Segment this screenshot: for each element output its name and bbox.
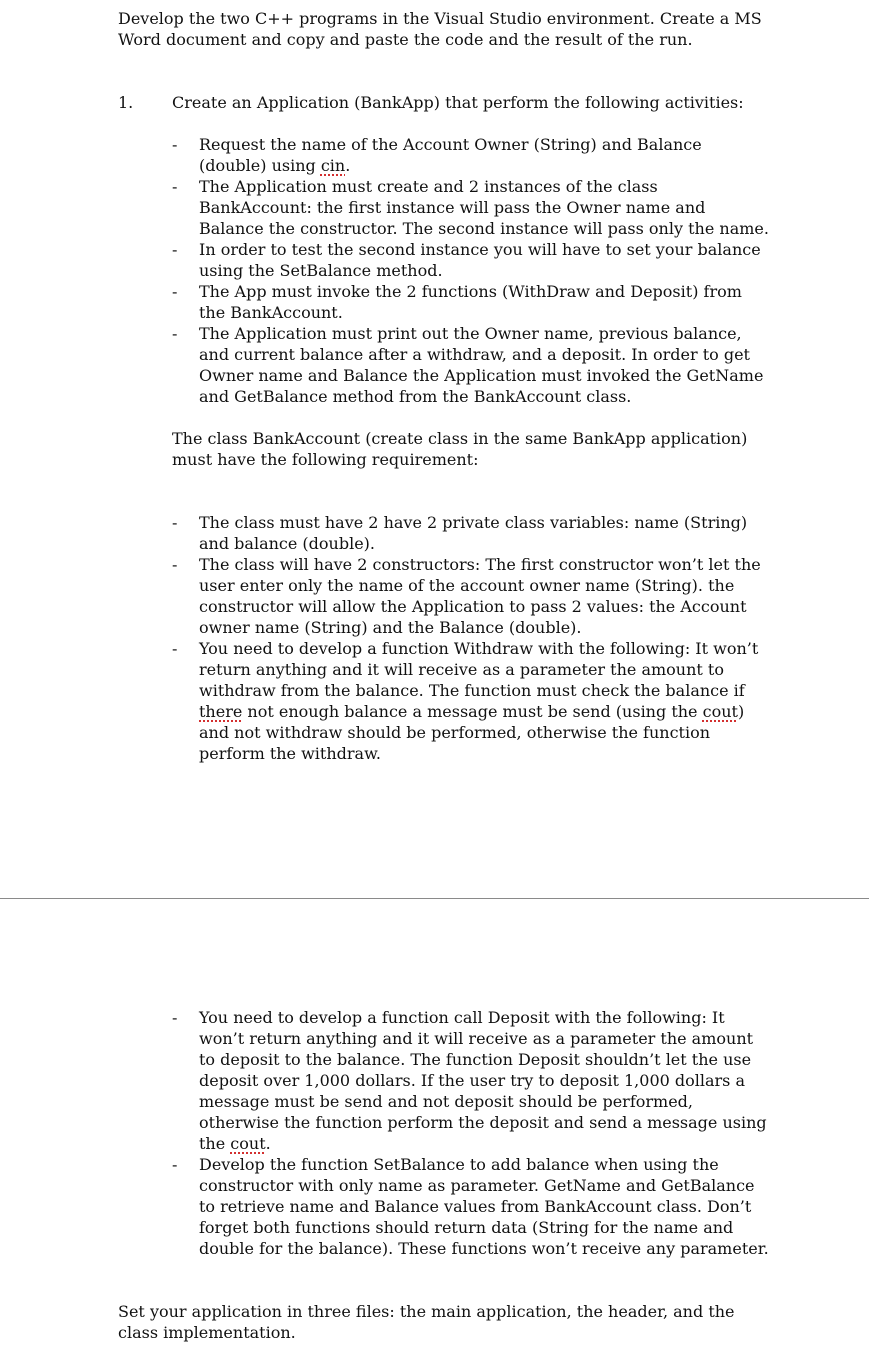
list-item	[172, 176, 772, 239]
bullet-dash: -	[172, 1008, 178, 1027]
class-intro-paragraph: The class BankAccount (create class in the same BankApp application) must have the following requirement:	[172, 429, 748, 469]
bullet-dash: -	[172, 177, 178, 196]
class-requirements-list-continued	[172, 1007, 772, 1259]
spellcheck-flag: there	[199, 702, 243, 721]
list-item	[172, 281, 772, 323]
bullet-text: In order to test the second instance you will have to set your balance using the SetBalance method.	[199, 240, 761, 280]
bullet-text: You need to develop a function Withdraw with the following: It won’t return anything and it will receive as a parameter the amount to withdraw from the balance. The function must check the balance if there not enough balance a message must be send (using the cout) and not withdraw should be performed, otherwise the function perform the withdraw.	[199, 639, 759, 763]
class-requirements-list	[172, 512, 772, 764]
document-page-2	[0, 899, 869, 1354]
intro-paragraph: Develop the two C++ programs in the Visual Studio environment. Create a MS Word document and copy and paste the code and the result of the run.	[118, 9, 762, 49]
bullet-dash: -	[172, 639, 178, 658]
spellcheck-flag: cin	[320, 156, 346, 175]
list-item	[172, 1007, 772, 1154]
closing-paragraph: Set your application in three files: the main application, the header, and the class implementation.	[118, 1302, 735, 1342]
list-item	[172, 134, 772, 176]
item-heading: Create an Application (BankApp) that perform the following activities:	[172, 93, 744, 112]
bullet-text: The class will have 2 constructors: The first constructor won’t let the user enter only the name of the account owner name (String). the constructor will allow the Application to pass 2 values: the Account owner name (String) and the Balance (double).	[199, 555, 761, 637]
spellcheck-flag: cout	[702, 702, 738, 721]
bullet-text: The class must have 2 have 2 private class variables: name (String) and balance (double).	[199, 513, 748, 553]
bullet-dash: -	[172, 555, 178, 574]
list-item	[172, 512, 772, 554]
bullet-dash: -	[172, 513, 178, 532]
bullet-text: Request the name of the Account Owner (String) and Balance (double) using cin.	[199, 135, 702, 175]
bullet-dash: -	[172, 135, 178, 154]
list-item	[172, 554, 772, 638]
bullet-text: You need to develop a function call Deposit with the following: It won’t return anything and it will receive as a parameter the amount to deposit to the balance. The function Deposit shouldn’t let the use deposit over 1,000 dollars. If the user try to deposit 1,000 dollars a message must be send and not deposit should be performed, otherwise the function perform the deposit and send a message using the cout.	[199, 1008, 767, 1153]
list-item	[172, 239, 772, 281]
bullet-text: The Application must create and 2 instances of the class BankAccount: the first instance will pass the Owner name and Balance the constructor. The second instance will pass only the name.	[199, 177, 769, 238]
spellcheck-flag: cout	[230, 1134, 266, 1153]
list-item	[172, 638, 772, 764]
bullet-text: Develop the function SetBalance to add balance when using the constructor with only name as parameter. GetName and GetBalance to retrieve name and Balance values from BankAccount class. Don’t forget both functions should return data (String for the name and double for the balance). These functions won’t receive any parameter.	[199, 1155, 769, 1258]
bullet-text: The Application must print out the Owner name, previous balance, and current balance after a withdraw, and a deposit. In order to get Owner name and Balance the Application must invoked the GetName and GetBalance method from the BankAccount class.	[199, 324, 764, 406]
list-item	[172, 1154, 772, 1259]
list-item	[172, 323, 772, 407]
bullet-dash: -	[172, 1155, 178, 1174]
bullet-dash: -	[172, 240, 178, 259]
bullet-dash: -	[172, 324, 178, 343]
bullet-dash: -	[172, 282, 178, 301]
bullet-text: The App must invoke the 2 functions (WithDraw and Deposit) from the BankAccount.	[199, 282, 742, 322]
app-requirements-list	[172, 134, 772, 407]
list-number: 1.	[118, 93, 134, 112]
